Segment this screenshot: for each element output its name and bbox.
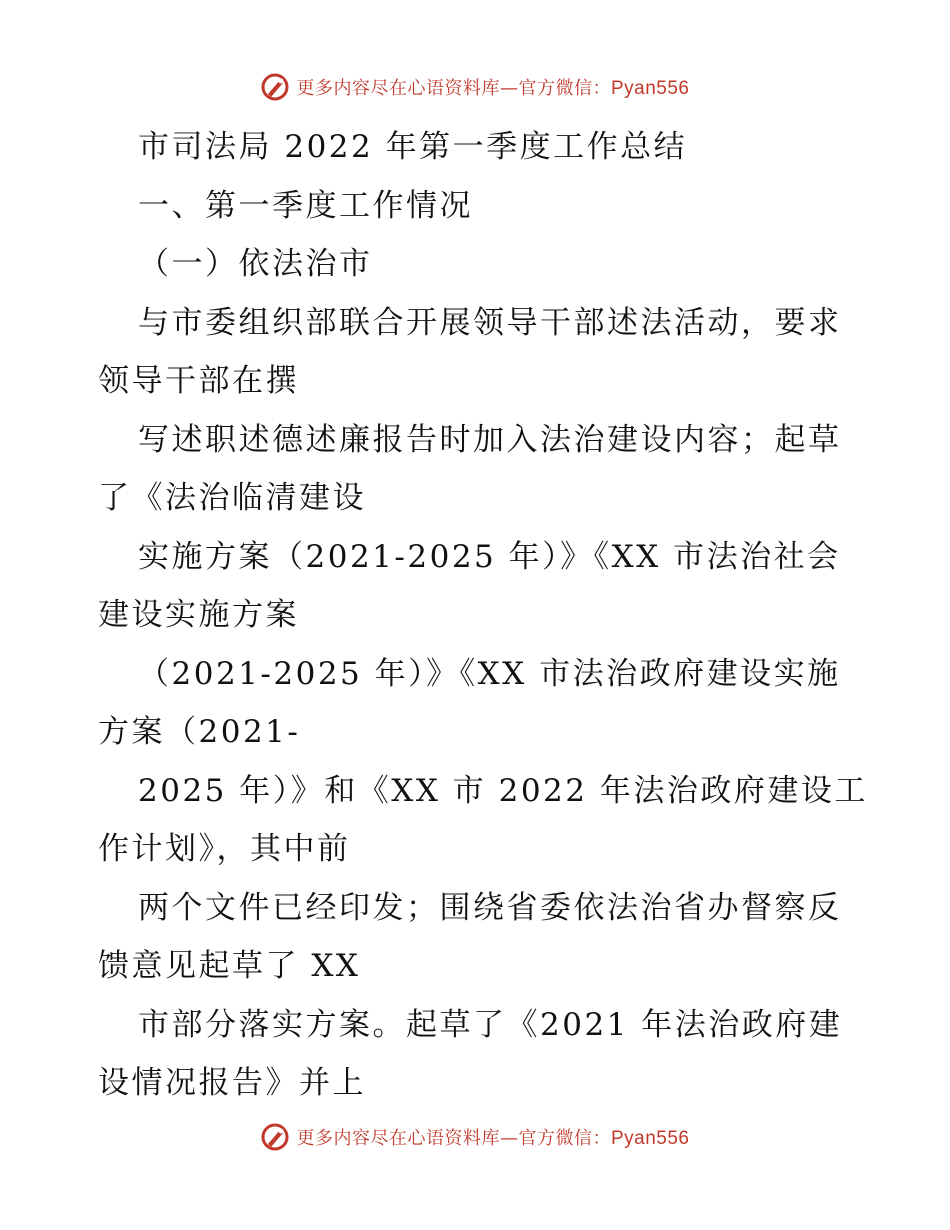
document-line: 建设实施方案 xyxy=(98,597,299,633)
document-line: 馈意见起草了 XX xyxy=(98,948,361,984)
document-line: （2021-2025 年）》《XX 市法治政府建设实施 xyxy=(138,655,841,692)
document-line: 了《法治临清建设 xyxy=(98,480,366,516)
document-line: 两个文件已经印发；围绕省委依法治省办督察反 xyxy=(138,889,842,926)
document-line: 领导干部在撰 xyxy=(98,363,299,399)
document-body xyxy=(98,118,868,1113)
document-line: 市部分落实方案。起草了《2021 年法治政府建 xyxy=(138,1006,843,1043)
pen-logo-icon xyxy=(260,1122,290,1152)
document-line: 方案（2021- xyxy=(98,714,301,750)
watermark-footer xyxy=(0,1122,950,1152)
document-line: 作计划》，其中前 xyxy=(98,831,351,867)
document-line: 市司法局 2022 年第一季度工作总结 xyxy=(138,129,688,165)
document-line: 与市委组织部联合开展领导干部述法活动，要求 xyxy=(138,304,842,341)
document-line: 写述职述德述廉报告时加入法治建设内容；起草 xyxy=(138,421,842,458)
document-line: 实施方案（2021-2025 年）》《XX 市法治社会 xyxy=(138,538,841,575)
watermark-text: 更多内容尽在心语资料库—官方微信：Pyan556 xyxy=(296,1128,690,1149)
document-line: 2025 年）》和《XX 市 2022 年法治政府建设工 xyxy=(138,772,868,809)
document-line: 一、第一季度工作情况 xyxy=(138,187,473,224)
pen-logo-icon xyxy=(260,72,290,102)
watermark-text: 更多内容尽在心语资料库—官方微信：Pyan556 xyxy=(296,78,690,99)
document-line: 设情况报告》并上 xyxy=(98,1065,366,1101)
watermark-header xyxy=(0,72,950,102)
document-line: （一）依法治市 xyxy=(138,246,373,282)
